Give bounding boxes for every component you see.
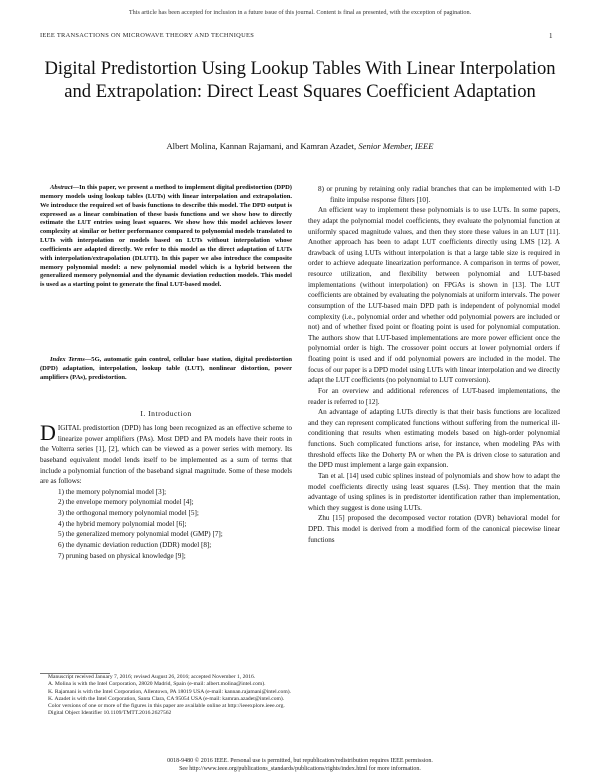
author-line	[40, 141, 560, 151]
introduction-left	[40, 420, 292, 561]
footnote: Color versions of one or more of the figures in this paper are available online at http://ieeexplore.ieee.org.	[48, 703, 285, 710]
section-heading: I. Introduction	[140, 409, 192, 418]
body-paragraph: For an overview and additional references of LUT-based implementations, the reader is referred to [12].	[308, 386, 560, 406]
list-item: 6) the dynamic deviation reduction (DDR) model [8];	[58, 540, 212, 549]
footer-line: See http://www.ieee.org/publications_standards/publications/rights/index.html for more information.	[179, 766, 421, 772]
abstract	[40, 184, 292, 290]
body-paragraph: An efficient way to implement these polynomials is to use LUTs. In some papers, they adapt the polynomial model coefficients, they evaluate the polynomial function at uniformly spaced magnitude values, and then they store these values in an LUT [11]. Another approach has been to adapt LUT coefficients directly using LMS [12]. A drawback of using LUTs without interpolation is that a large table size is required in order to achieve adequate linearization performance. A comparison in terms of power, resource utilization, and flexibility between polynomial and LUT-based implementations (without interpolation) on FPGAs is shown in [13]. The LUT coefficients are obtained by evaluating the polynomials at uniform intervals. The power consumption of the LUT-based main DPD path is independent of polynomial model complexity (i.e., polynomial order and whether odd polynomial powers are included or not) and of whether fixed point or floating point is used for polynomial computation. The authors show that LUT-based implementations are more power efficient once the polynomial order is high. The crossover point occurs at lower polynomial orders if floating point is used and if odd polynomial powers are included in the model. The focus of our paper is a DPD model using LUTs with linear interpolation and we directly adapt the LUT coefficients (no polynomial to LUT conversion).	[308, 206, 560, 385]
paper-title: Digital Predistortion Using Lookup Tables With Linear Interpolation and Extrapolation: Direct Least Squares Coefficient Adaptation	[44, 58, 556, 102]
copyright-footer	[0, 757, 600, 773]
footnote: Digital Object Identifier 10.1109/TMTT.2016.2627562	[48, 710, 172, 717]
abstract-label: Abstract—	[50, 184, 80, 191]
index-terms	[40, 356, 292, 383]
footnotes	[40, 674, 292, 718]
running-head: IEEE TRANSACTIONS ON MICROWAVE THEORY AND TECHNIQUES	[40, 32, 255, 39]
footnote: A. Molina is with the Intel Corporation, 28020 Madrid, Spain (e-mail: albert.molina@intel.com).	[48, 681, 266, 688]
acceptance-note: This article has been accepted for inclusion in a future issue of this journal. Content is final as presented, with the exception of pagination.	[128, 9, 472, 16]
footnote: K. Azadet is with the Intel Corporation, Santa Clara, CA 95054 USA (e-mail: kamran.azadet@intel.com).	[48, 695, 285, 702]
list-item: 2) the envelope memory polynomial model [4];	[58, 498, 194, 507]
author-membership: Senior Member, IEEE	[358, 141, 434, 151]
intro-paragraph: IGITAL predistortion (DPD) has long been recognized as an effective scheme to linearize power amplifiers (PAs). Most DPD and PA models have their roots in the Volterra series [1], [2], which can be viewed as a power series with memory. Its baseband equivalent model lends itself to be implemented as a sum of terms that include a polynomial function of the baseband signal magnitude. Some of these models are as follows:	[40, 424, 292, 486]
footer-line: 0018-9480 © 2016 IEEE. Personal use is permitted, but republication/redistribution requires IEEE permission.	[167, 758, 433, 764]
page-number: 1	[549, 32, 553, 40]
model-list	[40, 487, 292, 561]
abstract-text: In this paper, we present a method to implement digital predistortion (DPD) memory models using lookup tables (LUTs) with linear interpolation and extrapolation. We introduce the required set of basis functions to describe this model. The DPD output is expressed as a linear combination of these basis functions and we show how to directly estimate the LUT entries using least squares. We show how this model achieves lower complexity at similar or better performance compared to polynomial models translated to LUTs with interpolation or models based on LUTs without interpolation whose coefficients are adapted directly. We refer to this model as the direct adaptation of LUTs with interpolation/extrapolation (DLUTI). In this paper we also introduce the composite memory polynomial model: a new polynomial model which is a hybrid between the generalized memory polynomial and the dynamic deviation reduction models. This model is used as a starting point to generate the final LUT-based model.	[40, 184, 292, 289]
footnote: K. Rajamani is with the Intel Corporation, Allentown, PA 18019 USA (e-mail: kannan.rajamani@intel.com).	[48, 688, 291, 695]
index-terms-label: Index Terms—	[50, 356, 92, 363]
list-item: 8) or pruning by retaining only radial branches that can be implemented with 1-D finite impulse response filters [10].	[318, 185, 560, 204]
list-item: 3) the orthogonal memory polynomial model [5];	[58, 509, 199, 517]
body-paragraph: An advantage of adapting LUTs directly is that their basis functions are localized and they can represent complicated functions without suffering from the numerical ill-conditioning that results when estimating models based on high-order polynomial functions. Such complicated functions arise, for instance, when modeling PAs with threshold effects like the Doherty PA or when the PA is driven close to saturation and the DPD must implement a large gain expansion.	[308, 408, 560, 470]
footnote: Manuscript received January 7, 2016; revised August 26, 2016; accepted November 1, 2016.	[48, 674, 256, 680]
list-item: 1) the memory polynomial model [3];	[58, 487, 167, 496]
list-item: 7) pruning based on physical knowledge [9];	[58, 551, 186, 560]
body-paragraph: Zhu [15] proposed the decomposed vector rotation (DVR) behavioral model for DPD. This model is derived from a modified form of the canonical piecewise linear functions	[308, 514, 560, 544]
drop-cap: D	[40, 420, 56, 445]
index-terms-text: 5G, automatic gain control, cellular base station, digital predistortion (DPD) adaptation, interpolation, lookup table (LUT), nonlinear distortion, power amplifiers (PAs), predistortion.	[40, 356, 292, 381]
list-item: 5) the generalized memory polynomial model (GMP) [7];	[58, 530, 223, 539]
right-column	[308, 184, 560, 545]
list-item: 4) the hybrid memory polynomial model [6];	[58, 519, 187, 528]
author-names: Albert Molina, Kannan Rajamani, and Kamran Azadet,	[166, 141, 357, 151]
body-paragraph: Tan et al. [14] used cubic splines instead of polynomials and show how to adapt the model coefficients directly using least squares (LSs). They mention that the main advantage of using splines is in predistorter identification rather than implementation, which they suggest is done using LUTs.	[308, 471, 560, 512]
